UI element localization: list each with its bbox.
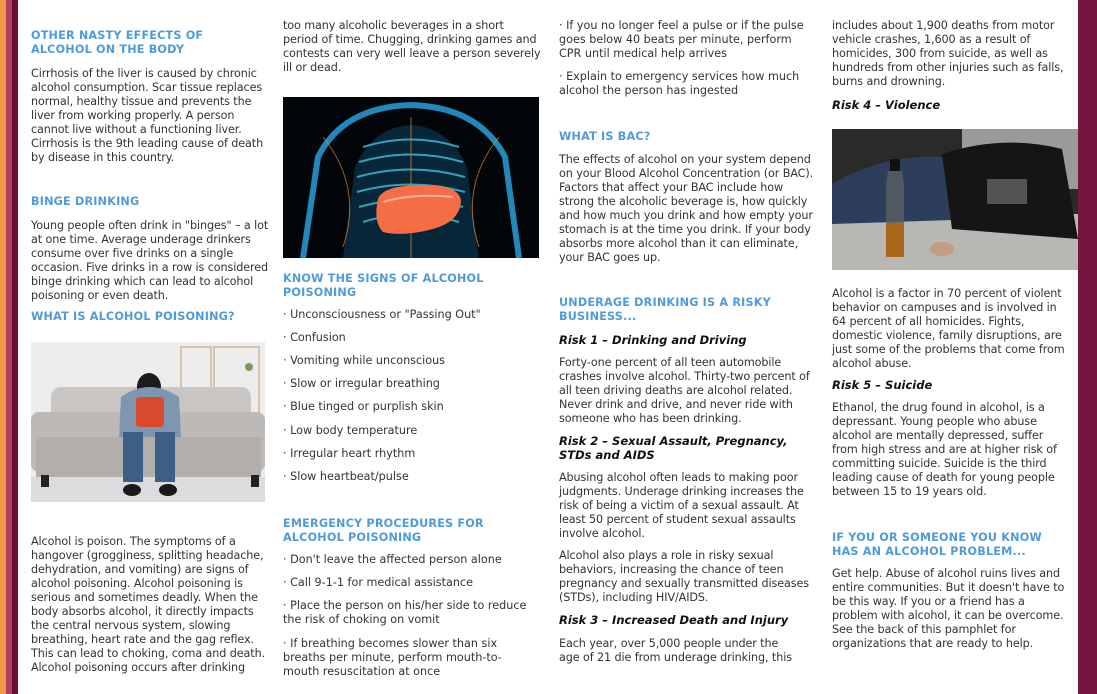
heading-binge-drinking: BINGE DRINKING [31,195,140,208]
paragraph-bac: The effects of alcohol on your system depend on your Blood Alcohol Concentration (or BAC). Factors that affect your BAC include how strong the alcoholic beverage is, how quickly and how much you drink and how empty your stomach is at the time you drink. If your body absorbs more alcohol than it can eliminate, your BAC goes up. [559,153,814,264]
risk-3-heading: Risk 3 – Increased Death and Injury [559,613,789,627]
sign-item: · Low body temperature [283,424,418,437]
procedure-item: · Place the person on his/her side to reduce the risk of choking on vomit [283,599,527,626]
heading-underage-drinking: UNDERAGE DRINKING IS A RISKY BUSINESS... [559,296,771,323]
heading-get-help: IF YOU OR SOMEONE YOU KNOW HAS AN ALCOHOL PROBLEM... [832,531,1042,558]
paragraph-suicide: Ethanol, the drug found in alcohol, is a depressant. Young people who abuse alcohol are mentally depressed, suffer from high stress and are at higher risk of committing suicide. Suicide is the third leading cause of death for young people between 15 to 19 years old. [832,401,1057,498]
procedure-item: · If you no longer feel a pulse or if the pulse goes below 40 beats per minute, perform CPR until medical help arrives [559,19,804,60]
paragraph-risk-1: Forty-one percent of all teen automobile crashes involve alcohol. Thirty-two percent of all teen driving deaths are alcohol related. Never drink and drive, and never ride with someone who has been drinking. [559,356,810,425]
paragraph-binge: Young people often drink in "binges" – a lot at one time. Average underage drinkers consume over five drinks on a single occasion. Five drinks in a row is considered binge drinking which can lead to alcohol poisoning or even death. [31,219,269,302]
paragraph-risk-3: Each year, over 5,000 people under the age of 21 die from underage drinking, this [559,637,792,664]
paragraph-risk-2-behaviors: Alcohol also plays a role in risky sexual behaviors, increasing the chance of teen pregnancy and sexually transmitted diseases (STDs), including HIV/AIDS. [559,549,809,604]
sign-item: · Vomiting while unconscious [283,354,446,367]
procedure-item: · Call 9-1-1 for medical assistance [283,576,473,589]
paragraph-too-many: too many alcoholic beverages in a short period of time. Chugging, drinking games and contests can very well leave a person severely ill or dead. [283,19,541,74]
paragraph-violence: Alcohol is a factor in 70 percent of violent behavior on campuses and is involved in 64 percent of all homicides. Fights, domestic violence, family disruptions, are just some of the problems that come from alcohol abuse. [832,287,1065,370]
image-liver-illustration [283,97,539,258]
paragraph-deaths-breakdown: includes about 1,900 deaths from motor vehicle crashes, 1,600 as a result of homicides, 300 from suicide, as well as hundreds from other injuries such as falls, burns and drowning. [832,19,1064,88]
procedure-item: · If breathing becomes slower than six breaths per minute, perform mouth-to-mouth resuscitation at once [283,637,502,678]
paragraph-cirrhosis: Cirrhosis of the liver is caused by chronic alcohol consumption. Scar tissue replaces normal, healthy tissue and prevents the liver from working properly. A person cannot live without a functioning liver. Cirrhosis is the 9th leading cause of death by disease in this country. [31,67,264,164]
paragraph-risk-2: Abusing alcohol often leads to making poor judgments. Underage drinking increases the risk of being a victim of a sexual assault. At least 50 percent of student sexual assaults involve alcohol. [559,471,804,540]
paragraph-get-help: Get help. Abuse of alcohol ruins lives and entire communities. But it doesn't have to be this way. If you or a friend has a problem with alcohol, it can be overcome. See the back of this pamphlet for organizations that are ready to help. [832,567,1065,650]
sign-item: · Confusion [283,331,346,344]
image-man-vomiting [31,342,265,502]
image-passed-out-person [832,129,1078,270]
risk-4-heading: Risk 4 – Violence [832,98,941,112]
heading-know-signs: KNOW THE SIGNS OF ALCOHOL POISONING [283,272,484,299]
sign-item: · Unconsciousness or "Passing Out" [283,308,481,321]
risk-5-heading: Risk 5 – Suicide [832,378,933,392]
sign-item: · Irregular heart rhythm [283,447,416,460]
sign-item: · Slow heartbeat/pulse [283,470,409,483]
risk-2-heading: Risk 2 – Sexual Assault, Pregnancy, STDs and AIDS [559,434,788,462]
heading-alcohol-poisoning: WHAT IS ALCOHOL POISONING? [31,310,235,323]
heading-other-effects: OTHER NASTY EFFECTS OF ALCOHOL ON THE BODY [31,29,204,56]
sign-item: · Blue tinged or purplish skin [283,400,444,413]
paragraph-alcohol-is-poison: Alcohol is poison. The symptoms of a hangover (grogginess, splitting headache, dehydration, and vomiting) are signs of alcohol poisoning. Alcohol poisoning is serious and sometimes deadly. When the body absorbs alcohol, it directly impacts the central nervous system, slowing breathing, heart rate and the gag reflex. This can lead to choking, coma and death. Alcohol poisoning occurs after drinking [31,535,266,674]
heading-what-is-bac: WHAT IS BAC? [559,130,651,143]
risk-1-heading: Risk 1 – Drinking and Driving [559,333,747,347]
procedure-item: · Explain to emergency services how much alcohol the person has ingested [559,70,800,97]
left-stripe-maroon [12,0,18,694]
procedure-item: · Don't leave the affected person alone [283,553,502,566]
heading-emergency-procedures: EMERGENCY PROCEDURES FOR ALCOHOL POISONING [283,517,484,544]
sign-item: · Slow or irregular breathing [283,377,440,390]
right-edge-bar [1078,0,1097,694]
